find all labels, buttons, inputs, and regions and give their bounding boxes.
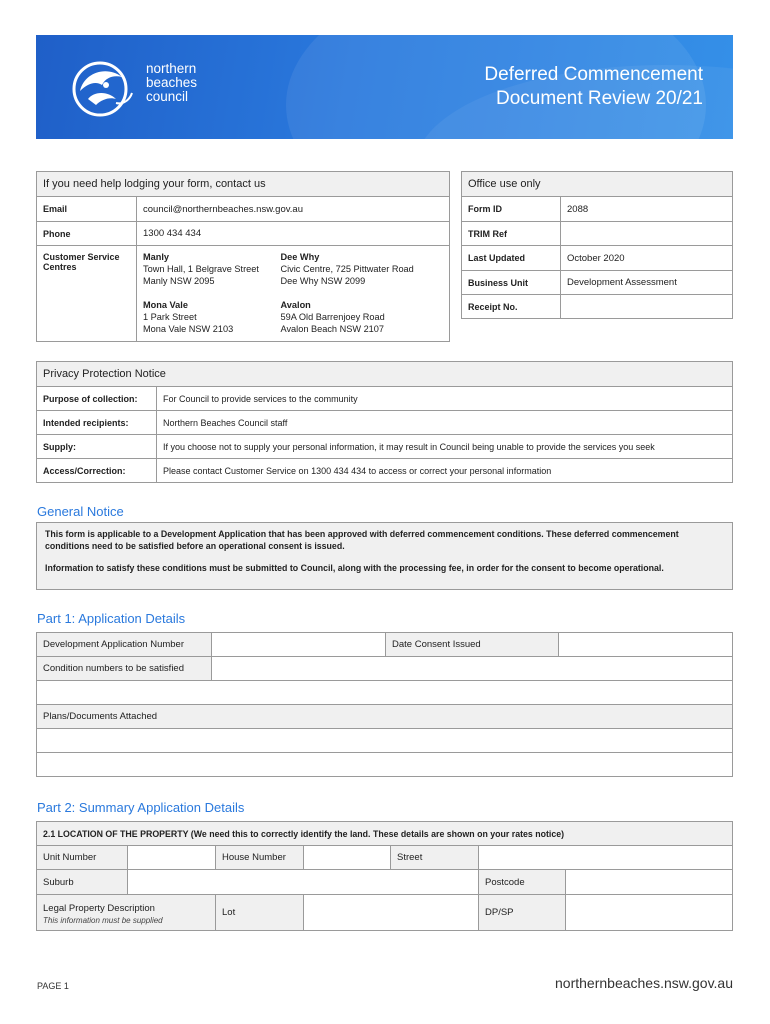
part1-table <box>36 632 733 777</box>
centre-address-line: Manly NSW 2095 <box>143 276 215 286</box>
logo-wordmark <box>146 62 197 104</box>
privacy-heading: Privacy Protection Notice <box>37 362 733 387</box>
suburb-input[interactable] <box>128 870 479 895</box>
privacy-row-label: Purpose of collection: <box>37 387 157 411</box>
document-title-line-2: Document Review 20/21 <box>496 88 703 109</box>
centres-col-1 <box>137 246 277 342</box>
general-notice-para-1: This form is applicable to a Development Application that has been approved with deferred commencement conditions. These deferred commencement conditions need to be satisfied before an operational consent is issued. <box>45 529 679 551</box>
general-notice-box <box>36 522 733 590</box>
page-number: PAGE 1 <box>37 981 69 991</box>
document-title-line-1: Deferred Commencement <box>484 64 703 85</box>
logo-line-1: northern <box>146 61 197 76</box>
privacy-row-label: Supply: <box>37 435 157 459</box>
da-number-label: Development Application Number <box>37 633 212 657</box>
privacy-row-label: Access/Correction: <box>37 459 157 483</box>
logo-line-3: council <box>146 89 189 104</box>
centres-label-text: Customer Service Centres <box>43 252 120 272</box>
general-notice-title: General Notice <box>37 504 124 519</box>
date-consent-label: Date Consent Issued <box>386 633 559 657</box>
centre-name: Manly <box>143 252 170 262</box>
location-heading-note: (We need this to correctly identify the land. These details are shown on your rates notice) <box>188 828 565 839</box>
part1-title: Part 1: Application Details <box>37 611 186 626</box>
centre-address-line: 59A Old Barrenjoey Road <box>280 312 385 322</box>
email-value[interactable]: council@northernbeaches.nsw.gov.au <box>137 197 450 222</box>
privacy-row-value: Please contact Customer Service on 1300 434 434 to access or correct your personal information <box>157 459 733 483</box>
office-row-label: Form ID <box>462 197 561 222</box>
date-consent-input[interactable] <box>559 633 733 657</box>
centres-label <box>37 246 137 342</box>
plans-input[interactable] <box>37 729 733 753</box>
privacy-table <box>36 361 733 483</box>
document-title <box>484 63 703 111</box>
centre-address-line: Civic Centre, 725 Pittwater Road <box>280 264 414 274</box>
phone-value[interactable]: 1300 434 434 <box>137 222 450 246</box>
unit-number-input[interactable] <box>128 846 216 870</box>
house-number-label: House Number <box>216 846 304 870</box>
contact-table <box>36 171 450 342</box>
centre-address-line: 1 Park Street <box>143 312 197 322</box>
centre-address-line: Mona Vale NSW 2103 <box>143 324 234 334</box>
plans-label: Plans/Documents Attached <box>37 705 733 729</box>
council-logo-icon <box>66 55 138 121</box>
legal-description-text: Legal Property Description <box>43 902 155 914</box>
street-label: Street <box>391 846 479 870</box>
legal-description-note: This information must be supplied <box>43 915 163 925</box>
suburb-label: Suburb <box>37 870 128 895</box>
centre-address-line: Dee Why NSW 2099 <box>280 276 366 286</box>
general-notice-para-2: Information to satisfy these conditions must be submitted to Council, along with the processing fee, in order for the consent to become operational. <box>45 563 664 573</box>
privacy-row-value: If you choose not to supply your personal information, it may result in Council being unable to provide the services you seek <box>157 435 733 459</box>
lot-input[interactable] <box>304 895 479 931</box>
centre-name: Avalon <box>280 300 311 310</box>
dpsp-input[interactable] <box>566 895 733 931</box>
da-number-input[interactable] <box>212 633 386 657</box>
email-label: Email <box>37 197 137 222</box>
unit-number-label: Unit Number <box>37 846 128 870</box>
receipt-no-value[interactable] <box>561 295 733 319</box>
street-input[interactable] <box>479 846 733 870</box>
office-row-label: Business Unit <box>462 271 561 295</box>
postcode-label: Postcode <box>479 870 566 895</box>
part2-title: Part 2: Summary Application Details <box>37 800 245 815</box>
lot-label: Lot <box>216 895 304 931</box>
location-heading <box>37 822 733 846</box>
office-heading: Office use only <box>462 172 733 197</box>
legal-description-label <box>37 895 216 931</box>
centres-col-2 <box>277 246 450 342</box>
business-unit-value[interactable]: Development Assessment <box>561 271 733 295</box>
centre-name: Dee Why <box>280 252 320 262</box>
plans-input-continued[interactable] <box>37 753 733 777</box>
privacy-row-value: For Council to provide services to the community <box>157 387 733 411</box>
header-banner <box>36 35 733 139</box>
trim-ref-value[interactable] <box>561 222 733 246</box>
centre-address-line: Town Hall, 1 Belgrave Street <box>143 264 259 274</box>
privacy-row-value: Northern Beaches Council staff <box>157 411 733 435</box>
office-row-label: TRIM Ref <box>462 222 561 246</box>
office-use-table <box>461 171 733 319</box>
privacy-row-label: Intended recipients: <box>37 411 157 435</box>
part2-table <box>36 821 733 931</box>
phone-label: Phone <box>37 222 137 246</box>
conditions-input-continued[interactable] <box>37 681 733 705</box>
conditions-label: Condition numbers to be satisfied <box>37 657 212 681</box>
logo-line-2: beaches <box>146 75 198 90</box>
last-updated-value[interactable]: October 2020 <box>561 246 733 271</box>
office-row-label: Last Updated <box>462 246 561 271</box>
footer-website-link[interactable]: northernbeaches.nsw.gov.au <box>555 975 733 991</box>
dpsp-label: DP/SP <box>479 895 566 931</box>
conditions-input[interactable] <box>212 657 733 681</box>
form-id-value[interactable]: 2088 <box>561 197 733 222</box>
contact-heading: If you need help lodging your form, contact us <box>37 172 450 197</box>
location-heading-bold: 2.1 LOCATION OF THE PROPERTY <box>43 828 189 839</box>
office-row-label: Receipt No. <box>462 295 561 319</box>
centre-name: Mona Vale <box>143 300 188 310</box>
postcode-input[interactable] <box>566 870 733 895</box>
house-number-input[interactable] <box>304 846 391 870</box>
centre-address-line: Avalon Beach NSW 2107 <box>280 324 385 334</box>
